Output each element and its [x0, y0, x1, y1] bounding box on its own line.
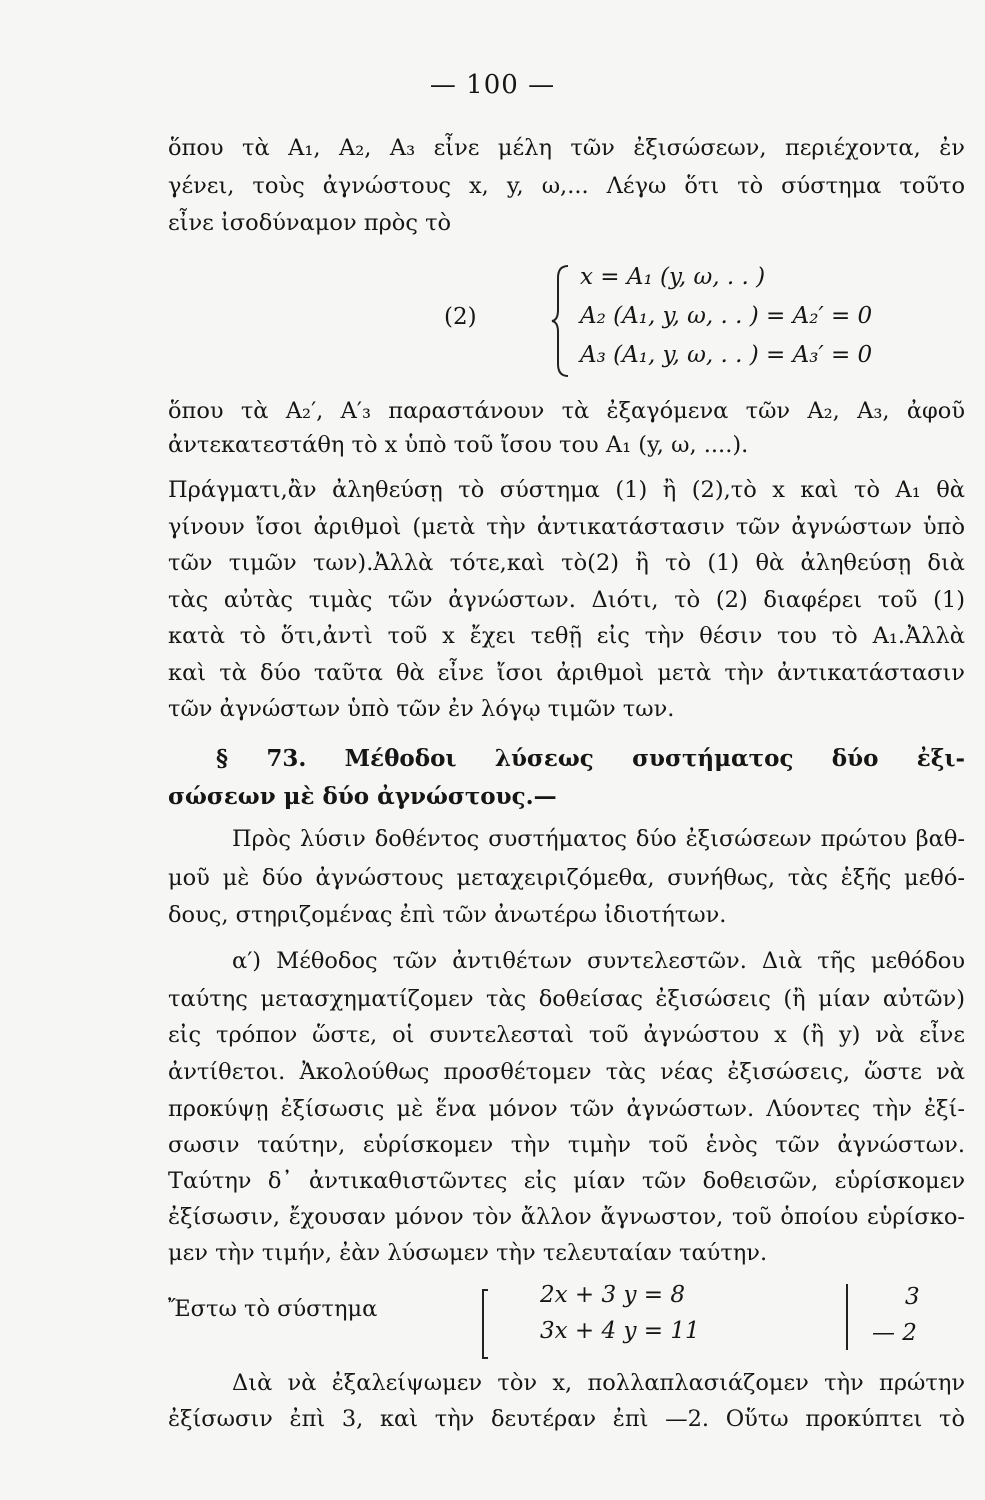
equation-label: (2) [444, 304, 477, 330]
text-line: ταύτης μετασχηματίζομεν τὰς δοθείσας ἐξισώσεις (ἢ μίαν αὐτῶν) [168, 986, 965, 1012]
multiplier-divider [846, 1284, 848, 1350]
text-line: εἶνε ἰσοδύναμον πρὸς τὸ [168, 210, 452, 236]
example-lead: Ἔστω τὸ σύστημα [168, 1296, 378, 1322]
page-number: — 100 — [429, 70, 556, 100]
text-line: Πράγματι,ἂν ἀληθεύσῃ τὸ σύστημα (1) ἢ (2),τὸ x καὶ τὸ A₁ θὰ [168, 477, 965, 503]
text-line: ὅπου τὰ A₂′, A′₃ παραστάνουν τὰ ἐξαγόμενα τῶν A₂, A₃, ἀφοῦ [168, 398, 965, 424]
text-line: γένει, τοὺς ἀγνώστους x, y, ω,... Λέγω ὅτι τὸ σύστημα τοῦτο [168, 173, 965, 199]
text-line: τῶν τιμῶν των).Ἀλλὰ τότε,καὶ τὸ(2) ἢ τὸ (1) θὰ ἀληθεύσῃ διὰ [168, 550, 965, 576]
multiplier: 3 [905, 1284, 920, 1310]
text-line: καὶ τὰ δύο ταῦτα θὰ εἶνε ἴσοι ἀριθμοὶ μετὰ τὴν ἀντικατάστασιν [168, 660, 965, 686]
text-line: εἰς τρόπον ὥστε, οἱ συντελεσταὶ τοῦ ἀγνώστου x (ἢ y) νὰ εἶνε [168, 1022, 965, 1048]
text-line: σωσιν ταύτην, εὑρίσκομεν τὴν τιμὴν τοῦ ἑνὸς τῶν ἀγνώστων. [168, 1132, 965, 1158]
text-line: τὰς αὐτὰς τιμὰς τῶν ἀγνώστων. Διότι, τὸ (2) διαφέρει τοῦ (1) [168, 587, 965, 613]
equation-line: A₃ (A₁, y, ω, . . ) = A₃′ = 0 [580, 342, 873, 368]
section-heading: σώσεων μὲ δύο ἀγνώστους.— [168, 783, 557, 810]
text-line: ἀντίθετοι. Ἀκολούθως προσθέτομεν τὰς νέας ἐξισώσεις, ὥστε νὰ [168, 1059, 965, 1085]
text-line: τῶν ἀγνώστων ὑπὸ τῶν ἐν λόγῳ τιμῶν των. [168, 696, 675, 722]
text-line: Διὰ νὰ ἐξαλείψωμεν τὸν x, πολλαπλασιάζομεν τὴν πρώτην [232, 1370, 965, 1396]
example-equation: 3x + 4 y = 11 [540, 1318, 700, 1344]
equation-line: A₂ (A₁, y, ω, . . ) = A₂′ = 0 [580, 303, 873, 329]
example-equation: 2x + 3 y = 8 [540, 1282, 685, 1308]
multiplier: — 2 [872, 1320, 917, 1346]
equation-line: x = A₁ (y, ω, . . ) [580, 264, 766, 290]
text-line: προκύψῃ ἐξίσωσις μὲ ἕνα μόνον τῶν ἀγνώστων. Λύοντες τὴν ἐξί- [168, 1096, 965, 1122]
text-line: κατὰ τὸ ὅτι,ἀντὶ τοῦ x ἔχει τεθῇ εἰς τὴν θέσιν του τὸ A₁.Ἀλλὰ [168, 623, 965, 649]
section-heading: § 73. Μέθοδοι λύσεως συστήματος δύο ἐξι- [216, 745, 965, 772]
example-bracket [478, 1286, 492, 1362]
text-line: ὅπου τὰ A₁, A₂, A₃ εἶνε μέλη τῶν ἐξισώσεων, περιέχοντα, ἐν [168, 135, 965, 161]
text-line: γίνουν ἴσοι ἀριθμοὶ (μετὰ τὴν ἀντικατάστασιν τῶν ἀγνώστων ὑπὸ [168, 514, 965, 540]
text-line: δους, στηριζομένας ἐπὶ τῶν ἀνωτέρω ἰδιοτήτων. [168, 902, 727, 928]
text-line: Ταύτην δ᾽ ἀντικαθιστῶντες εἰς μίαν τῶν δοθεισῶν, εὑρίσκομεν [168, 1168, 965, 1194]
text-line: ἐξίσωσιν, ἔχουσαν μόνον τὸν ἄλλον ἄγνωστον, τοῦ ὁποίου εὑρίσκο- [168, 1204, 965, 1230]
text-line: ἐξίσωσιν ἐπὶ 3, καὶ τὴν δευτέραν ἐπὶ —2. Οὕτω προκύπτει τὸ [168, 1406, 965, 1432]
text-line: α′) Μέθοδος τῶν ἀντιθέτων συντελεστῶν. Διὰ τῆς μεθόδου [232, 948, 965, 974]
text-line: μεν τὴν τιμήν, ἐὰν λύσωμεν τὴν τελευταίαν ταύτην. [168, 1240, 768, 1266]
left-brace [550, 262, 574, 380]
text-line: ἀντεκατεστάθη τὸ x ὑπὸ τοῦ ἴσου του A₁ (y, ω, ....). [168, 432, 749, 458]
text-line: Πρὸς λύσιν δοθέντος συστήματος δύο ἐξισώσεων πρώτου βαθ- [232, 826, 965, 852]
text-line: μοῦ μὲ δύο ἀγνώστους μεταχειριζόμεθα, συνήθως, τὰς ἑξῆς μεθό- [168, 865, 965, 891]
